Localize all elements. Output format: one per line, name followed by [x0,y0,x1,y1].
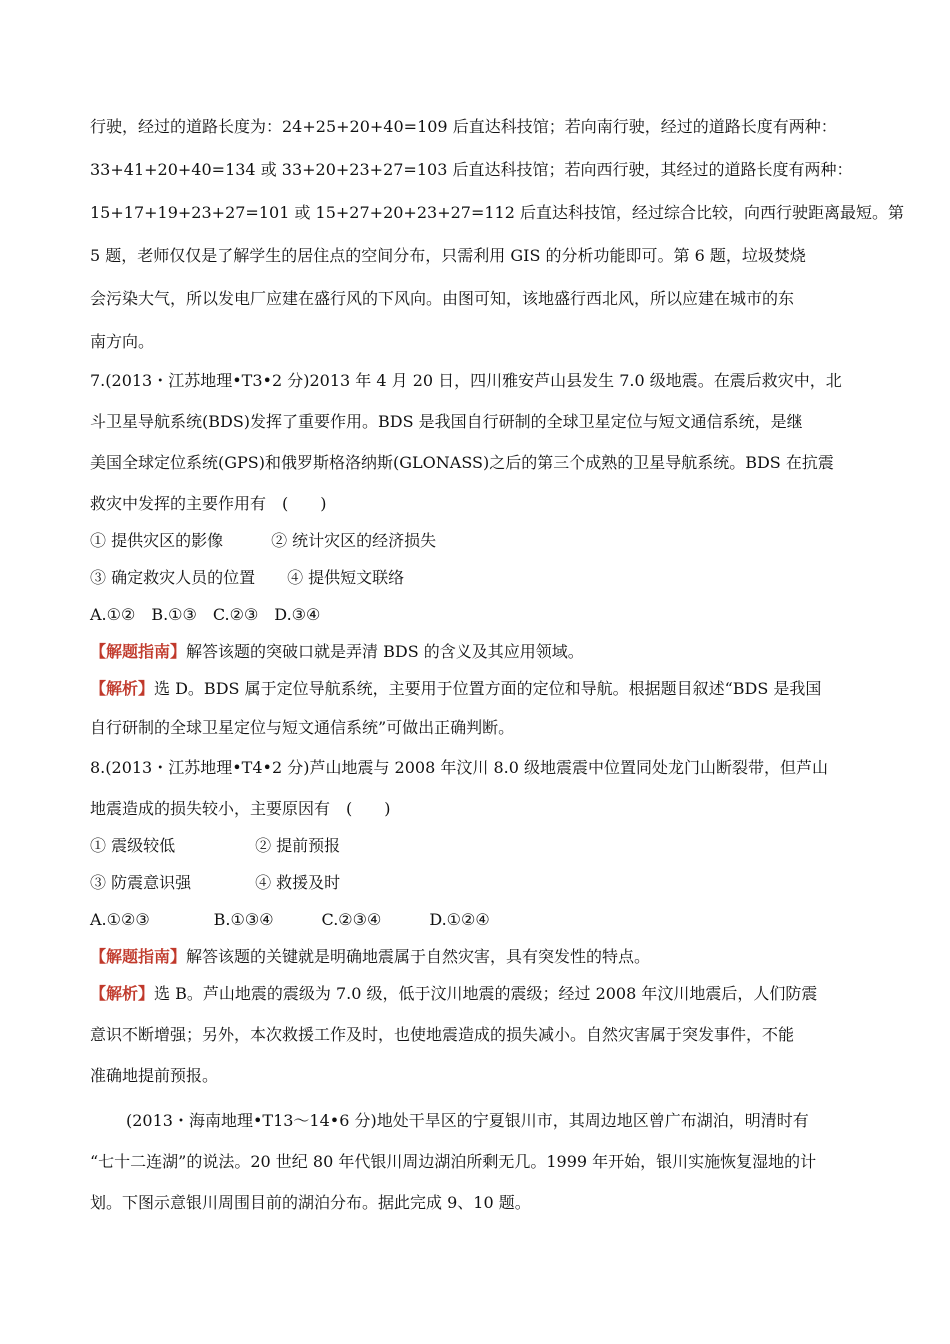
intro-line-5: 会污染大气，所以发电厂应建在盛行风的下风向。由图可知，该地盛行西北风，所以应建在城市的东 [90,289,795,308]
analysis-text: 选 B。芦山地震的震级为 7.0 级，低于汶川地震的震级；经过 2008 年汶川地震后，人们防震 [154,984,818,1003]
analysis-tag: 【解析】 [90,984,155,1003]
intro-line-6: 南方向。 [90,332,155,351]
q7-analysis-line-2: 自行研制的全球卫星定位与短文通信系统”可做出正确判断。 [90,718,515,737]
analysis-tag: 【解析】 [90,679,155,698]
q8-stem-line-2: 地震造成的损失较小，主要原因有 ( ) [90,799,391,818]
intro-line-4: 5 题，老师仅仅是了解学生的居住点的空间分布，只需利用 GIS 的分析功能即可。第 6 题，垃圾焚烧 [90,246,806,265]
q8-analysis-line-2: 意识不断增强；另外，本次救援工作及时，也使地震造成的损失减小。自然灾害属于突发事件，不能 [90,1025,795,1044]
q8-analysis-line-3: 准确地提前预报。 [90,1066,219,1085]
q8-option-line-2: ③ 防震意识强 ④ 救援及时 [90,873,341,892]
q8-guide [90,947,650,967]
q7-stem-line-4: 救灾中发挥的主要作用有 ( ) [90,494,327,513]
q8-choices: A.①②③ B.①③④ C.②③④ D.①②④ [90,910,490,929]
q8-stem-line-1: 8.(2013・江苏地理•T4•2 分)芦山地震与 2008 年汶川 8.0 级地震震中位置同处龙门山断裂带，但芦山 [90,758,828,777]
q7-analysis [90,679,821,699]
analysis-text: 选 D。BDS 属于定位导航系统，主要用于位置方面的定位和导航。根据题目叙述“BDS 是我国 [154,679,822,698]
q7-choices: A.①② B.①③ C.②③ D.③④ [90,605,321,624]
guide-tag: 【解题指南】 [90,642,187,661]
guide-tag: 【解题指南】 [90,947,187,966]
q7-option-line-1: ① 提供灾区的影像 ② 统计灾区的经济损失 [90,531,437,550]
q7-stem-line-1: 7.(2013・江苏地理•T3•2 分)2013 年 4 月 20 日，四川雅安芦山县发生 7.0 级地震。在震后救灾中，北 [90,371,842,390]
next-intro-line-2: “七十二连湖”的说法。20 世纪 80 年代银川周边湖泊所剩无几。1999 年开始，银川实施恢复湿地的计 [90,1152,817,1171]
q7-stem-line-3: 美国全球定位系统(GPS)和俄罗斯格洛纳斯(GLONASS)之后的第三个成熟的卫星导航系统。BDS 在抗震 [90,453,834,472]
guide-text: 解答该题的突破口就是弄清 BDS 的含义及其应用领域。 [186,642,584,661]
q8-option-line-1: ① 震级较低 ② 提前预报 [90,836,341,855]
q7-stem-line-2: 斗卫星导航系统(BDS)发挥了重要作用。BDS 是我国自行研制的全球卫星定位与短文通信系统，是继 [90,412,803,431]
intro-line-3: 15+17+19+23+27=101 或 15+27+20+23+27=112 后直达科技馆，经过综合比较，向西行驶距离最短。第 [90,203,904,222]
next-intro-line-1: (2013・海南地理•T13～14•6 分)地处干旱区的宁夏银川市，其周边地区曾广布湖泊，明清时有 [126,1111,809,1130]
intro-line-1: 行驶，经过的道路长度为：24+25+20+40=109 后直达科技馆；若向南行驶，经过的道路长度有两种： [90,117,837,136]
q7-guide [90,642,584,662]
next-intro-line-3: 划。下图示意银川周围目前的湖泊分布。据此完成 9、10 题。 [90,1193,531,1212]
q8-analysis [90,984,817,1004]
guide-text: 解答该题的关键就是明确地震属于自然灾害，具有突发性的特点。 [186,947,651,966]
intro-line-2: 33+41+20+40=134 或 33+20+23+27=103 后直达科技馆；若向西行驶，其经过的道路长度有两种： [90,160,853,179]
q7-option-line-2: ③ 确定救灾人员的位置 ④ 提供短文联络 [90,568,405,587]
